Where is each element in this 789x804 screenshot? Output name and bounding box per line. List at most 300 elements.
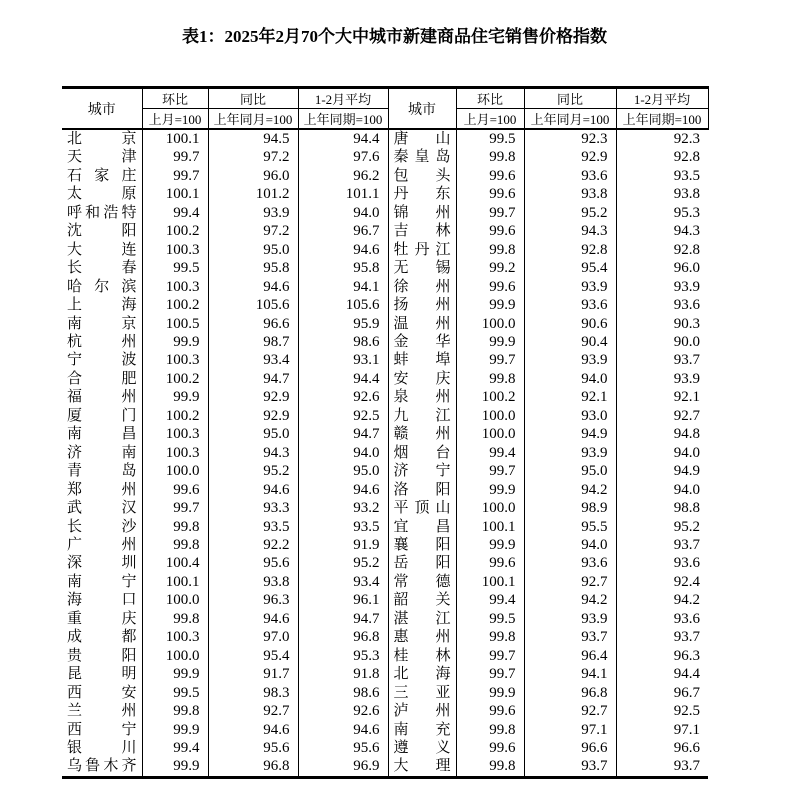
table-row	[62, 757, 708, 777]
avg-cell: 93.5	[298, 518, 388, 536]
table-row	[62, 370, 708, 388]
mom-cell: 99.4	[456, 591, 524, 609]
header-mom-right: 环比	[456, 88, 524, 109]
mom-cell: 100.1	[142, 129, 208, 148]
yoy-cell: 96.0	[208, 167, 298, 185]
avg-cell: 93.4	[298, 573, 388, 591]
avg-cell: 92.6	[298, 702, 388, 720]
mom-cell: 99.8	[142, 610, 208, 628]
mom-cell: 99.8	[142, 702, 208, 720]
avg-cell: 92.1	[616, 388, 708, 406]
avg-cell: 91.8	[298, 665, 388, 683]
yoy-cell: 97.2	[208, 148, 298, 166]
yoy-cell: 92.7	[524, 573, 616, 591]
mom-cell: 99.6	[456, 702, 524, 720]
mom-cell: 100.0	[142, 462, 208, 480]
table-row	[62, 591, 708, 609]
table-row	[62, 628, 708, 646]
city-cell: 赣 州	[388, 425, 456, 443]
mom-cell: 100.2	[142, 407, 208, 425]
yoy-cell: 92.2	[208, 536, 298, 554]
mom-cell: 99.9	[142, 665, 208, 683]
yoy-cell: 95.0	[524, 462, 616, 480]
mom-cell: 100.3	[142, 278, 208, 296]
city-cell: 丹 东	[388, 185, 456, 203]
city-cell: 海 口	[67, 592, 137, 609]
avg-cell: 93.2	[298, 499, 388, 517]
avg-cell: 94.8	[616, 425, 708, 443]
table-row	[62, 351, 708, 369]
yoy-cell: 96.8	[208, 757, 298, 777]
table-row	[62, 665, 708, 683]
avg-cell: 94.6	[298, 241, 388, 259]
city-cell: 烟 台	[388, 444, 456, 462]
yoy-cell: 93.6	[524, 296, 616, 314]
avg-cell: 98.8	[616, 499, 708, 517]
mom-cell: 100.4	[142, 554, 208, 572]
table-row	[62, 684, 708, 702]
avg-cell: 92.8	[616, 148, 708, 166]
mom-cell: 99.6	[456, 278, 524, 296]
city-cell: 蚌 埠	[388, 351, 456, 369]
yoy-cell: 94.2	[524, 481, 616, 499]
avg-cell: 93.7	[616, 351, 708, 369]
avg-cell: 96.8	[298, 628, 388, 646]
city-cell: 遵 义	[388, 739, 456, 757]
mom-cell: 99.6	[456, 222, 524, 240]
avg-cell: 94.3	[616, 222, 708, 240]
city-cell: 襄 阳	[388, 536, 456, 554]
table-row	[62, 167, 708, 185]
city-cell: 西 宁	[67, 721, 137, 738]
yoy-cell: 93.9	[524, 351, 616, 369]
city-cell: 哈 尔 滨	[67, 278, 137, 295]
yoy-cell: 93.0	[524, 407, 616, 425]
price-index-table	[62, 86, 709, 779]
table-title: 表1：2025年2月70个大中城市新建商品住宅销售价格指数	[182, 27, 607, 46]
yoy-cell: 92.7	[208, 702, 298, 720]
city-cell: 安 庆	[388, 370, 456, 388]
yoy-cell: 95.4	[524, 259, 616, 277]
mom-cell: 99.8	[142, 518, 208, 536]
yoy-cell: 93.8	[524, 185, 616, 203]
yoy-cell: 94.6	[208, 481, 298, 499]
header-yoy-base-right: 上年同月=100	[524, 109, 616, 130]
table-row	[62, 296, 708, 314]
city-cell: 泉 州	[388, 388, 456, 406]
city-cell: 广 州	[67, 536, 137, 553]
avg-cell: 94.9	[616, 462, 708, 480]
city-cell: 厦 门	[67, 407, 137, 424]
city-cell: 南 充	[388, 721, 456, 739]
mom-cell: 100.3	[142, 628, 208, 646]
mom-cell: 99.4	[142, 739, 208, 757]
avg-cell: 95.6	[298, 739, 388, 757]
yoy-cell: 92.7	[524, 702, 616, 720]
city-cell: 扬 州	[388, 296, 456, 314]
city-cell: 石 家 庄	[67, 167, 137, 184]
avg-cell: 94.0	[298, 204, 388, 222]
avg-cell: 94.6	[298, 721, 388, 739]
city-cell: 九 江	[388, 407, 456, 425]
mom-cell: 99.5	[456, 610, 524, 628]
city-cell: 平 顶 山	[388, 499, 456, 517]
avg-cell: 92.3	[616, 129, 708, 148]
city-cell: 大 连	[67, 241, 137, 258]
mom-cell: 99.7	[456, 665, 524, 683]
yoy-cell: 92.9	[524, 148, 616, 166]
mom-cell: 99.8	[456, 148, 524, 166]
table-row	[62, 204, 708, 222]
table-row	[62, 333, 708, 351]
table-header	[62, 88, 708, 130]
city-cell: 武 汉	[67, 500, 137, 517]
city-cell: 桂 林	[388, 647, 456, 665]
city-cell: 温 州	[388, 315, 456, 333]
table-row	[62, 702, 708, 720]
avg-cell: 94.0	[616, 481, 708, 499]
yoy-cell: 92.8	[524, 241, 616, 259]
table-row	[62, 185, 708, 203]
city-cell: 大 理	[388, 757, 456, 777]
avg-cell: 97.6	[298, 148, 388, 166]
table-row	[62, 739, 708, 757]
header-avg-base-left: 上年同期=100	[298, 109, 388, 130]
city-cell: 郑 州	[67, 481, 137, 498]
yoy-cell: 91.7	[208, 665, 298, 683]
table-row	[62, 222, 708, 240]
yoy-cell: 93.8	[208, 573, 298, 591]
city-cell: 贵 阳	[67, 647, 137, 664]
yoy-cell: 94.1	[524, 665, 616, 683]
mom-cell: 99.7	[456, 647, 524, 665]
mom-cell: 99.2	[456, 259, 524, 277]
header-yoy-right: 同比	[524, 88, 616, 109]
avg-cell: 92.8	[616, 241, 708, 259]
city-cell: 沈 阳	[67, 223, 137, 240]
city-cell: 青 岛	[67, 463, 137, 480]
mom-cell: 99.8	[456, 628, 524, 646]
avg-cell: 94.4	[616, 665, 708, 683]
city-cell: 徐 州	[388, 278, 456, 296]
mom-cell: 99.8	[142, 536, 208, 554]
header-yoy-left: 同比	[208, 88, 298, 109]
yoy-cell: 98.3	[208, 684, 298, 702]
city-cell: 三 亚	[388, 684, 456, 702]
yoy-cell: 93.4	[208, 351, 298, 369]
yoy-cell: 93.3	[208, 499, 298, 517]
city-cell: 南 昌	[67, 426, 137, 443]
avg-cell: 91.9	[298, 536, 388, 554]
yoy-cell: 93.6	[524, 554, 616, 572]
table-row	[62, 481, 708, 499]
yoy-cell: 92.1	[524, 388, 616, 406]
table-row	[62, 518, 708, 536]
avg-cell: 97.1	[616, 721, 708, 739]
city-cell: 福 州	[67, 389, 137, 406]
avg-cell: 95.3	[616, 204, 708, 222]
mom-cell: 100.5	[142, 315, 208, 333]
avg-cell: 105.6	[298, 296, 388, 314]
avg-cell: 93.6	[616, 554, 708, 572]
city-cell: 西 安	[67, 684, 137, 701]
mom-cell: 100.1	[142, 185, 208, 203]
yoy-cell: 95.2	[208, 462, 298, 480]
avg-cell: 93.9	[616, 370, 708, 388]
yoy-cell: 90.6	[524, 315, 616, 333]
table-row	[62, 647, 708, 665]
mom-cell: 100.0	[456, 499, 524, 517]
city-cell: 济 宁	[388, 462, 456, 480]
yoy-cell: 95.0	[208, 425, 298, 443]
avg-cell: 94.6	[298, 481, 388, 499]
city-cell: 南 宁	[67, 573, 137, 590]
city-cell: 成 都	[67, 629, 137, 646]
table-row	[62, 278, 708, 296]
avg-cell: 94.1	[298, 278, 388, 296]
table-row	[62, 241, 708, 259]
table-row	[62, 462, 708, 480]
city-cell: 长 春	[67, 260, 137, 277]
mom-cell: 99.4	[142, 204, 208, 222]
avg-cell: 95.9	[298, 315, 388, 333]
city-cell: 秦 皇 岛	[388, 148, 456, 166]
mom-cell: 99.9	[456, 333, 524, 351]
city-cell: 宁 波	[67, 352, 137, 369]
yoy-cell: 96.3	[208, 591, 298, 609]
yoy-cell: 92.9	[208, 388, 298, 406]
yoy-cell: 98.9	[524, 499, 616, 517]
city-cell: 金 华	[388, 333, 456, 351]
avg-cell: 92.5	[298, 407, 388, 425]
table-row	[62, 129, 708, 148]
yoy-cell: 93.9	[524, 444, 616, 462]
table-row	[62, 407, 708, 425]
city-cell: 锦 州	[388, 204, 456, 222]
mom-cell: 99.8	[456, 241, 524, 259]
mom-cell: 99.9	[456, 684, 524, 702]
avg-cell: 92.6	[298, 388, 388, 406]
city-cell: 银 川	[67, 739, 137, 756]
yoy-cell: 94.6	[208, 278, 298, 296]
yoy-cell: 95.5	[524, 518, 616, 536]
city-cell: 乌 鲁 木 齐	[67, 758, 137, 775]
avg-cell: 94.4	[298, 129, 388, 148]
yoy-cell: 97.1	[524, 721, 616, 739]
avg-cell: 93.5	[616, 167, 708, 185]
avg-cell: 92.4	[616, 573, 708, 591]
table-row	[62, 388, 708, 406]
avg-cell: 96.3	[616, 647, 708, 665]
city-cell: 杭 州	[67, 333, 137, 350]
mom-cell: 99.7	[142, 499, 208, 517]
avg-cell: 95.2	[298, 554, 388, 572]
yoy-cell: 92.9	[208, 407, 298, 425]
mom-cell: 99.7	[456, 351, 524, 369]
yoy-cell: 97.2	[208, 222, 298, 240]
mom-cell: 100.1	[456, 518, 524, 536]
city-cell: 昆 明	[67, 666, 137, 683]
mom-cell: 99.6	[142, 481, 208, 499]
avg-cell: 96.2	[298, 167, 388, 185]
avg-cell: 94.0	[298, 444, 388, 462]
table-row	[62, 536, 708, 554]
yoy-cell: 97.0	[208, 628, 298, 646]
yoy-cell: 93.9	[524, 610, 616, 628]
city-cell: 吉 林	[388, 222, 456, 240]
avg-cell: 95.0	[298, 462, 388, 480]
mom-cell: 99.9	[142, 757, 208, 777]
yoy-cell: 93.9	[524, 278, 616, 296]
table-body	[62, 129, 708, 777]
mom-cell: 100.0	[142, 591, 208, 609]
avg-cell: 90.0	[616, 333, 708, 351]
mom-cell: 99.9	[456, 536, 524, 554]
mom-cell: 99.7	[142, 148, 208, 166]
city-cell: 上 海	[67, 297, 137, 314]
yoy-cell: 94.6	[208, 610, 298, 628]
yoy-cell: 95.6	[208, 739, 298, 757]
mom-cell: 100.2	[456, 388, 524, 406]
yoy-cell: 94.9	[524, 425, 616, 443]
yoy-cell: 93.6	[524, 167, 616, 185]
yoy-cell: 93.7	[524, 628, 616, 646]
mom-cell: 100.2	[142, 296, 208, 314]
avg-cell: 94.7	[298, 425, 388, 443]
yoy-cell: 105.6	[208, 296, 298, 314]
avg-cell: 93.7	[616, 536, 708, 554]
avg-cell: 96.6	[616, 739, 708, 757]
yoy-cell: 94.3	[208, 444, 298, 462]
mom-cell: 99.5	[142, 259, 208, 277]
header-mom-left: 环比	[142, 88, 208, 109]
avg-cell: 93.1	[298, 351, 388, 369]
yoy-cell: 94.7	[208, 370, 298, 388]
mom-cell: 99.9	[456, 296, 524, 314]
avg-cell: 95.8	[298, 259, 388, 277]
city-cell: 包 头	[388, 167, 456, 185]
table-row	[62, 554, 708, 572]
mom-cell: 99.5	[456, 129, 524, 148]
header-avg-right: 1-2月平均	[616, 88, 708, 109]
yoy-cell: 95.8	[208, 259, 298, 277]
avg-cell: 96.1	[298, 591, 388, 609]
city-cell: 太 原	[67, 186, 137, 203]
mom-cell: 100.3	[142, 241, 208, 259]
city-cell: 济 南	[67, 444, 137, 461]
avg-cell: 93.6	[616, 296, 708, 314]
yoy-cell: 94.2	[524, 591, 616, 609]
header-mom-base-right: 上月=100	[456, 109, 524, 130]
yoy-cell: 94.0	[524, 370, 616, 388]
table-row	[62, 425, 708, 443]
avg-cell: 96.7	[616, 684, 708, 702]
avg-cell: 94.2	[616, 591, 708, 609]
mom-cell: 100.3	[142, 425, 208, 443]
avg-cell: 96.0	[616, 259, 708, 277]
yoy-cell: 93.9	[208, 204, 298, 222]
city-cell: 重 庆	[67, 610, 137, 627]
yoy-cell: 95.2	[524, 204, 616, 222]
city-cell: 牡 丹 江	[388, 241, 456, 259]
avg-cell: 94.7	[298, 610, 388, 628]
city-cell: 长 沙	[67, 518, 137, 535]
yoy-cell: 98.7	[208, 333, 298, 351]
mom-cell: 100.0	[456, 315, 524, 333]
avg-cell: 92.7	[616, 407, 708, 425]
mom-cell: 100.2	[142, 222, 208, 240]
city-cell: 合 肥	[67, 370, 137, 387]
mom-cell: 100.1	[456, 573, 524, 591]
yoy-cell: 94.5	[208, 129, 298, 148]
city-cell: 北 京	[67, 131, 137, 147]
yoy-cell: 93.7	[524, 757, 616, 777]
mom-cell: 99.8	[456, 757, 524, 777]
mom-cell: 99.6	[456, 167, 524, 185]
mom-cell: 99.7	[142, 167, 208, 185]
mom-cell: 100.0	[142, 647, 208, 665]
mom-cell: 99.8	[456, 721, 524, 739]
city-cell: 惠 州	[388, 628, 456, 646]
mom-cell: 99.5	[142, 684, 208, 702]
yoy-cell: 94.0	[524, 536, 616, 554]
avg-cell: 92.5	[616, 702, 708, 720]
yoy-cell: 92.3	[524, 129, 616, 148]
avg-cell: 93.8	[616, 185, 708, 203]
mom-cell: 99.6	[456, 739, 524, 757]
table-row	[62, 499, 708, 517]
avg-cell: 95.2	[616, 518, 708, 536]
mom-cell: 99.7	[456, 462, 524, 480]
city-cell: 北 海	[388, 665, 456, 683]
table-row	[62, 444, 708, 462]
header-city-right: 城市	[388, 88, 456, 130]
header-avg-base-right: 上年同期=100	[616, 109, 708, 130]
city-cell: 无 锡	[388, 259, 456, 277]
yoy-cell: 96.6	[208, 315, 298, 333]
avg-cell: 94.4	[298, 370, 388, 388]
table-row	[62, 148, 708, 166]
mom-cell: 99.9	[142, 388, 208, 406]
city-cell: 深 圳	[67, 555, 137, 572]
yoy-cell: 96.6	[524, 739, 616, 757]
mom-cell: 100.0	[456, 425, 524, 443]
yoy-cell: 96.8	[524, 684, 616, 702]
header-avg-left: 1-2月平均	[298, 88, 388, 109]
city-cell: 兰 州	[67, 703, 137, 720]
mom-cell: 100.3	[142, 351, 208, 369]
mom-cell: 100.1	[142, 573, 208, 591]
avg-cell: 94.0	[616, 444, 708, 462]
yoy-cell: 95.4	[208, 647, 298, 665]
mom-cell: 99.8	[456, 370, 524, 388]
table-row	[62, 610, 708, 628]
yoy-cell: 93.5	[208, 518, 298, 536]
city-cell: 唐 山	[388, 129, 456, 148]
mom-cell: 99.9	[142, 721, 208, 739]
yoy-cell: 95.0	[208, 241, 298, 259]
avg-cell: 96.7	[298, 222, 388, 240]
yoy-cell: 94.3	[524, 222, 616, 240]
yoy-cell: 94.6	[208, 721, 298, 739]
city-cell: 湛 江	[388, 610, 456, 628]
mom-cell: 99.7	[456, 204, 524, 222]
avg-cell: 93.9	[616, 278, 708, 296]
mom-cell: 100.2	[142, 370, 208, 388]
city-cell: 宜 昌	[388, 518, 456, 536]
city-cell: 常 德	[388, 573, 456, 591]
avg-cell: 98.6	[298, 684, 388, 702]
